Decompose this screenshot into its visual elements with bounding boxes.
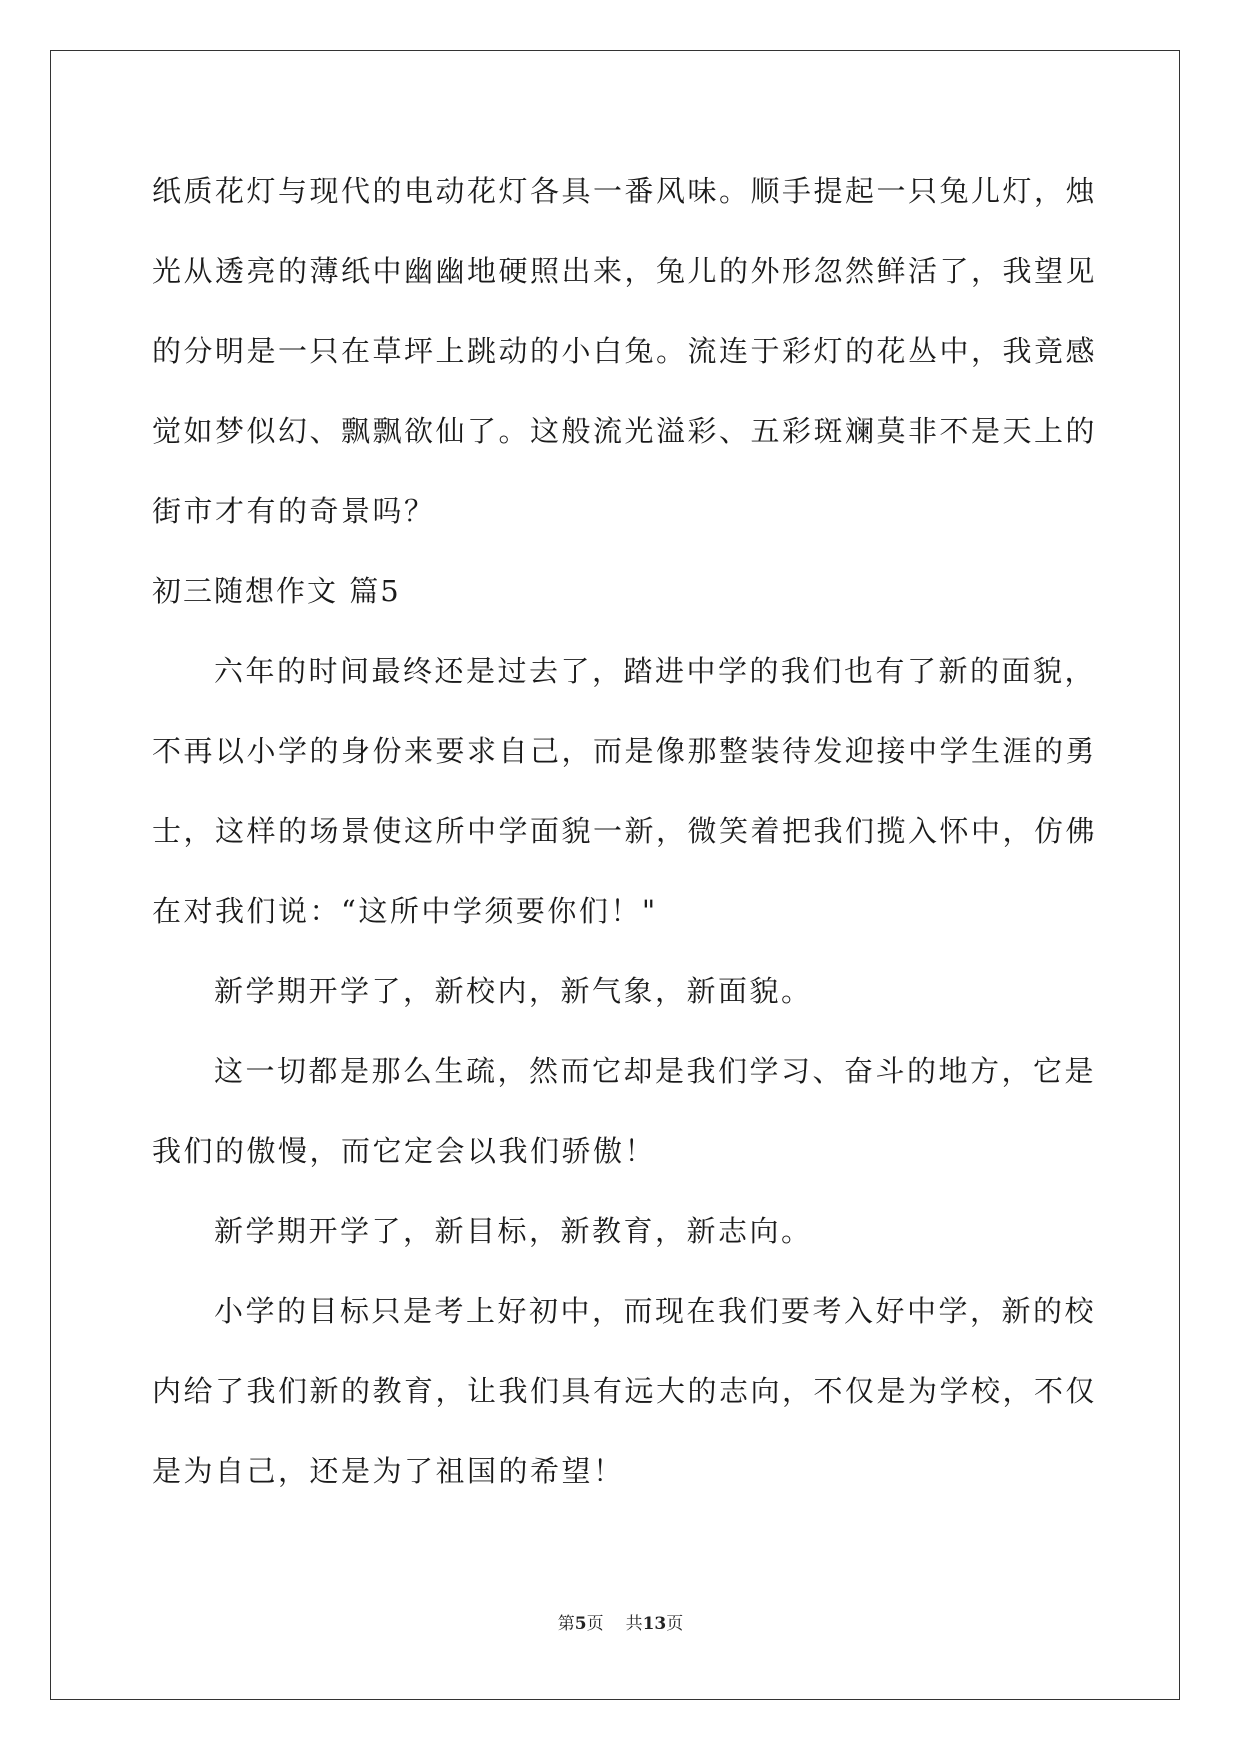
page-number: 5: [574, 1614, 587, 1634]
paragraph-start-line: 新学期开学了，新目标，新教育，新志向。: [214, 1214, 813, 1248]
page-prefix: 第: [557, 1614, 575, 1634]
total-suffix: 页: [666, 1614, 684, 1634]
text-line: 内给了我们新的教育，让我们具有远大的志向，不仅是为学校，不仅: [152, 1374, 1098, 1408]
section-heading: 初三随想作文 篇5: [152, 574, 401, 608]
total-pages: 13: [642, 1614, 667, 1634]
total-prefix: 共: [625, 1614, 643, 1634]
text-line: 在对我们说：“这所中学须要你们！": [152, 894, 658, 928]
paragraph-start-line: 这一切都是那么生疏，然而它却是我们学习、奋斗的地方，它是: [214, 1054, 1097, 1088]
page-footer: [0, 1614, 1241, 1634]
text-line: 我们的傲慢，而它定会以我们骄傲！: [152, 1134, 657, 1168]
text-line: 是为自己，还是为了祖国的希望！: [152, 1454, 625, 1488]
text-line: 的分明是一只在草坪上跳动的小白兔。流连于彩灯的花丛中，我竟感: [152, 334, 1098, 368]
text-line: 光从透亮的薄纸中幽幽地硬照出来，兔儿的外形忽然鲜活了，我望见: [152, 254, 1098, 288]
text-line: 街市才有的奇景吗？: [152, 494, 436, 528]
text-line: 不再以小学的身份来要求自己，而是像那整装待发迎接中学生涯的勇: [152, 734, 1098, 768]
page-suffix: 页: [586, 1614, 604, 1634]
paragraph-start-line: 小学的目标只是考上好初中，而现在我们要考入好中学，新的校: [214, 1294, 1097, 1328]
document-body: [152, 160, 1098, 1520]
text-line: 士，这样的场景使这所中学面貌一新，微笑着把我们揽入怀中，仿佛: [152, 814, 1098, 848]
text-line: 觉如梦似幻、飘飘欲仙了。这般流光溢彩、五彩斑斓莫非不是天上的: [152, 414, 1098, 448]
text-line: 纸质花灯与现代的电动花灯各具一番风味。顺手提起一只兔儿灯，烛: [152, 174, 1098, 208]
paragraph-start-line: 六年的时间最终还是过去了，踏进中学的我们也有了新的面貌，: [214, 654, 1097, 688]
paragraph-start-line: 新学期开学了，新校内，新气象，新面貌。: [214, 974, 813, 1008]
